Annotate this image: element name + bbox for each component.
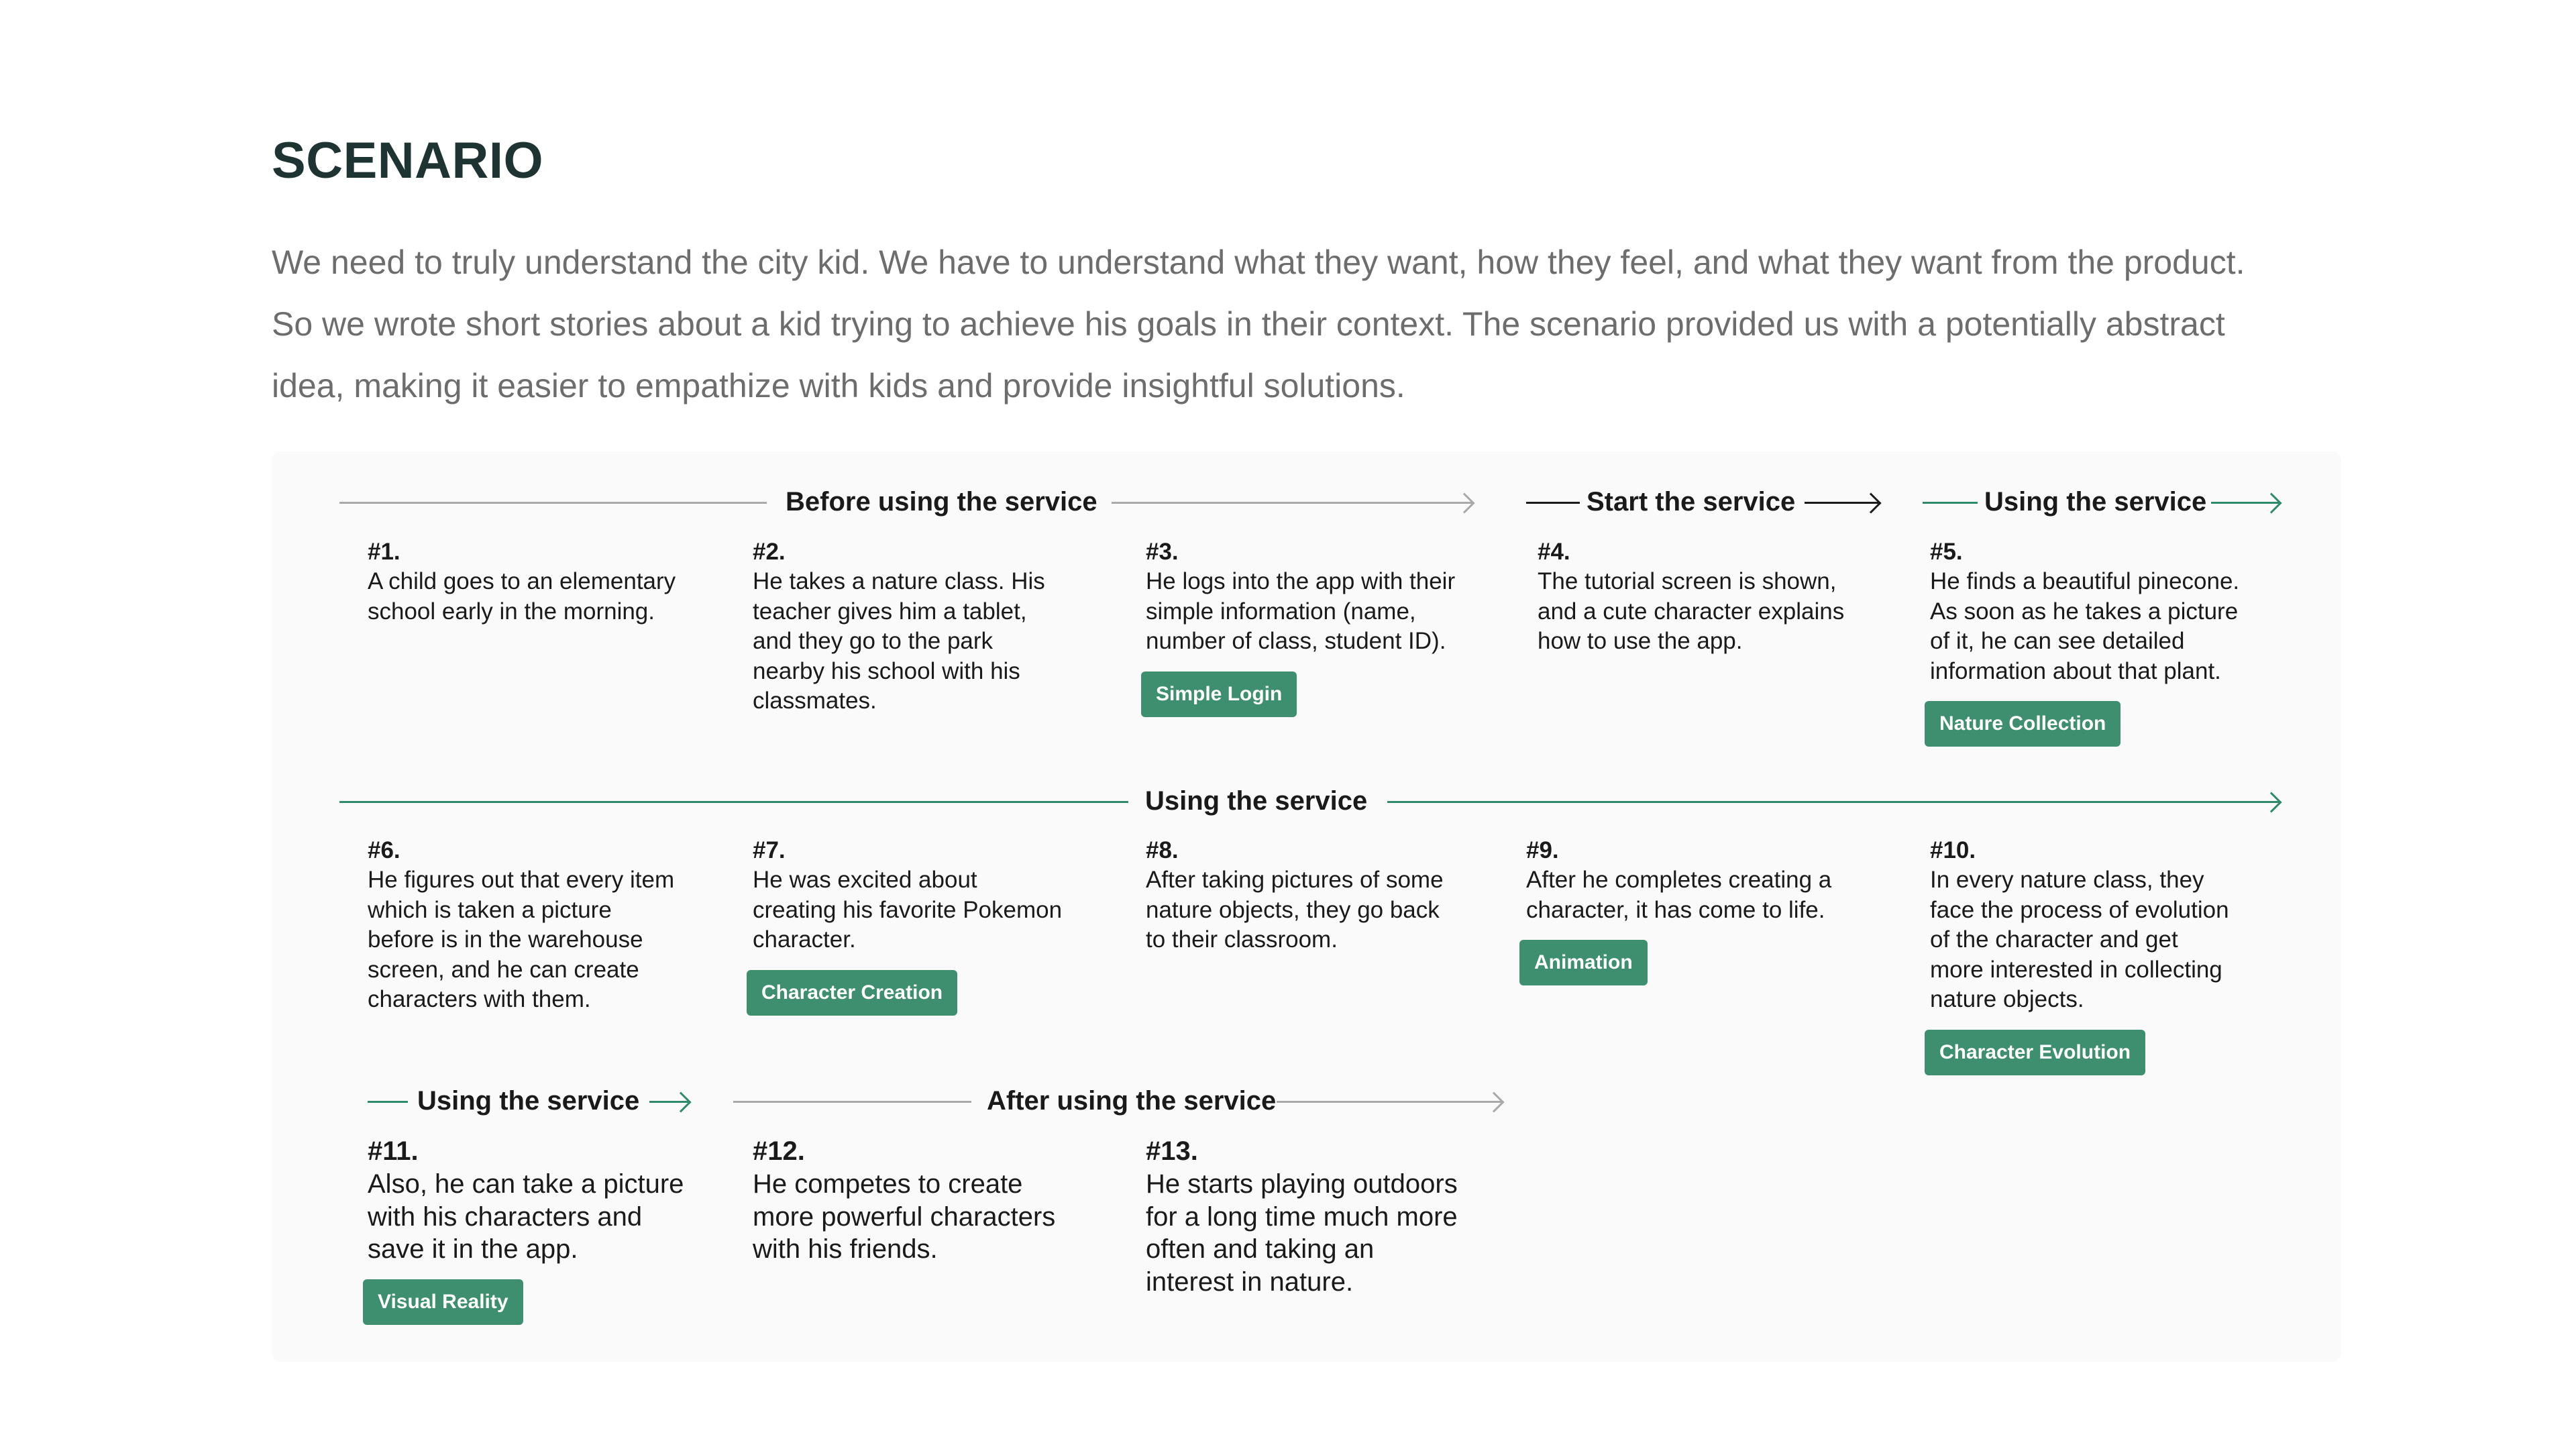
step-text: creating his favorite Pokemon [753, 896, 1063, 923]
tag-character-evolution: Character Evolution [1925, 1030, 2145, 1075]
step-number: #4. [1538, 539, 1570, 565]
step-text: and they go to the park [753, 628, 994, 654]
step-text: of the character and get [1930, 926, 2178, 953]
section-label-before: Before using the service [786, 487, 1097, 517]
step-text: He logs into the app with their [1146, 568, 1456, 594]
step-text: and a cute character explains [1538, 598, 1845, 625]
step-text: character, it has come to life. [1526, 896, 1825, 923]
step-text: teacher gives him a tablet, [753, 598, 1027, 625]
intro-line: We need to truly understand the city kid. We have to understand what they want, how they feel, and what they want from the product. [272, 244, 2245, 281]
step-text: more powerful characters [753, 1201, 1056, 1232]
tag-simple-login: Simple Login [1141, 672, 1297, 717]
step-number: #5. [1930, 539, 1963, 565]
scenario-step-10 [1930, 836, 2306, 1015]
step-number: #8. [1146, 837, 1179, 863]
step-text: After he completes creating a [1526, 867, 1832, 893]
step-text: nearby his school with his [753, 657, 1020, 684]
step-text: He competes to create [753, 1169, 1023, 1199]
step-number: #2. [753, 539, 786, 565]
step-text: school early in the morning. [368, 598, 655, 625]
step-text: He finds a beautiful pinecone. [1930, 568, 2240, 594]
step-text: number of class, student ID). [1146, 628, 1446, 654]
step-text: save it in the app. [368, 1234, 578, 1264]
step-number: #3. [1146, 539, 1179, 565]
step-number: #13. [1146, 1136, 1198, 1166]
tag-animation: Animation [1519, 940, 1648, 985]
step-text: with his characters and [368, 1201, 643, 1232]
step-text: before is in the warehouse [368, 926, 643, 953]
step-number: #7. [753, 837, 786, 863]
step-text: character. [753, 926, 856, 953]
step-text: characters with them. [368, 986, 591, 1012]
tag-character-creation: Character Creation [747, 970, 957, 1016]
scenario-step-2 [753, 537, 1128, 716]
section-label-using: Using the service [1145, 786, 1368, 816]
scenario-step-9 [1526, 836, 1902, 925]
step-text: classmates. [753, 688, 877, 714]
step-text: He was excited about [753, 867, 977, 893]
step-text: A child goes to an elementary [368, 568, 676, 594]
step-text: As soon as he takes a picture [1930, 598, 2239, 625]
step-text: He figures out that every item [368, 867, 675, 893]
section-rule [1526, 502, 1580, 504]
step-text: screen, and he can create [368, 956, 639, 983]
step-number: #9. [1526, 837, 1559, 863]
tag-visual-reality: Visual Reality [363, 1279, 523, 1325]
section-label-start: Start the service [1587, 487, 1796, 517]
step-text: nature objects, they go back [1146, 896, 1440, 923]
intro-line: idea, making it easier to empathize with kids and provide insightful solutions. [272, 367, 1405, 405]
step-text: In every nature class, they [1930, 867, 2204, 893]
step-text: He takes a nature class. His [753, 568, 1045, 594]
step-number: #10. [1930, 837, 1976, 863]
tag-nature-collection: Nature Collection [1925, 701, 2121, 747]
step-text: face the process of evolution [1930, 896, 2229, 923]
section-label-using: Using the service [1984, 487, 2207, 517]
step-text: which is taken a picture [368, 896, 612, 923]
step-text: simple information (name, [1146, 598, 1416, 625]
scenario-step-13 [1146, 1134, 1521, 1298]
step-text: to their classroom. [1146, 926, 1338, 953]
section-rule [1923, 502, 1978, 504]
section-rule [1387, 801, 2279, 803]
step-number: #11. [368, 1136, 419, 1166]
section-rule [339, 801, 1128, 803]
intro-line: So we wrote short stories about a kid trying to achieve his goals in their context. The scenario provided us with a potentially abstract [272, 305, 2225, 343]
step-text: more interested in collecting [1930, 956, 2222, 983]
scenario-step-12 [753, 1134, 1128, 1266]
scenario-step-6 [368, 836, 743, 1015]
scenario-step-3 [1146, 537, 1521, 657]
step-text: The tutorial screen is shown, [1538, 568, 1837, 594]
section-rule [339, 502, 767, 504]
section-rule [368, 1101, 408, 1103]
step-text: nature objects. [1930, 986, 2084, 1012]
step-text: with his friends. [753, 1234, 938, 1264]
scenario-step-7 [753, 836, 1128, 955]
step-text: information about that plant. [1930, 657, 2221, 684]
scenario-step-5 [1930, 537, 2306, 686]
step-text: for a long time much more [1146, 1201, 1458, 1232]
section-label-after: After using the service [987, 1086, 1277, 1116]
intro-paragraph [272, 231, 2365, 417]
section-label-using: Using the service [417, 1086, 640, 1116]
scenario-step-1 [368, 537, 743, 627]
step-number: #6. [368, 837, 400, 863]
step-text: of it, he can see detailed [1930, 628, 2185, 654]
step-number: #12. [753, 1136, 805, 1166]
section-rule [733, 1101, 971, 1103]
page-title: SCENARIO [272, 132, 544, 189]
scenario-step-8 [1146, 836, 1521, 955]
section-rule [1112, 502, 1472, 504]
step-number: #1. [368, 539, 400, 565]
scenario-step-11 [368, 1134, 743, 1266]
step-text: He starts playing outdoors [1146, 1169, 1458, 1199]
step-text: interest in nature. [1146, 1267, 1354, 1297]
step-text: how to use the app. [1538, 628, 1743, 654]
scenario-step-4 [1538, 537, 1913, 657]
step-text: Also, he can take a picture [368, 1169, 684, 1199]
step-text: After taking pictures of some [1146, 867, 1444, 893]
section-rule [1277, 1101, 1501, 1103]
step-text: often and taking an [1146, 1234, 1375, 1264]
